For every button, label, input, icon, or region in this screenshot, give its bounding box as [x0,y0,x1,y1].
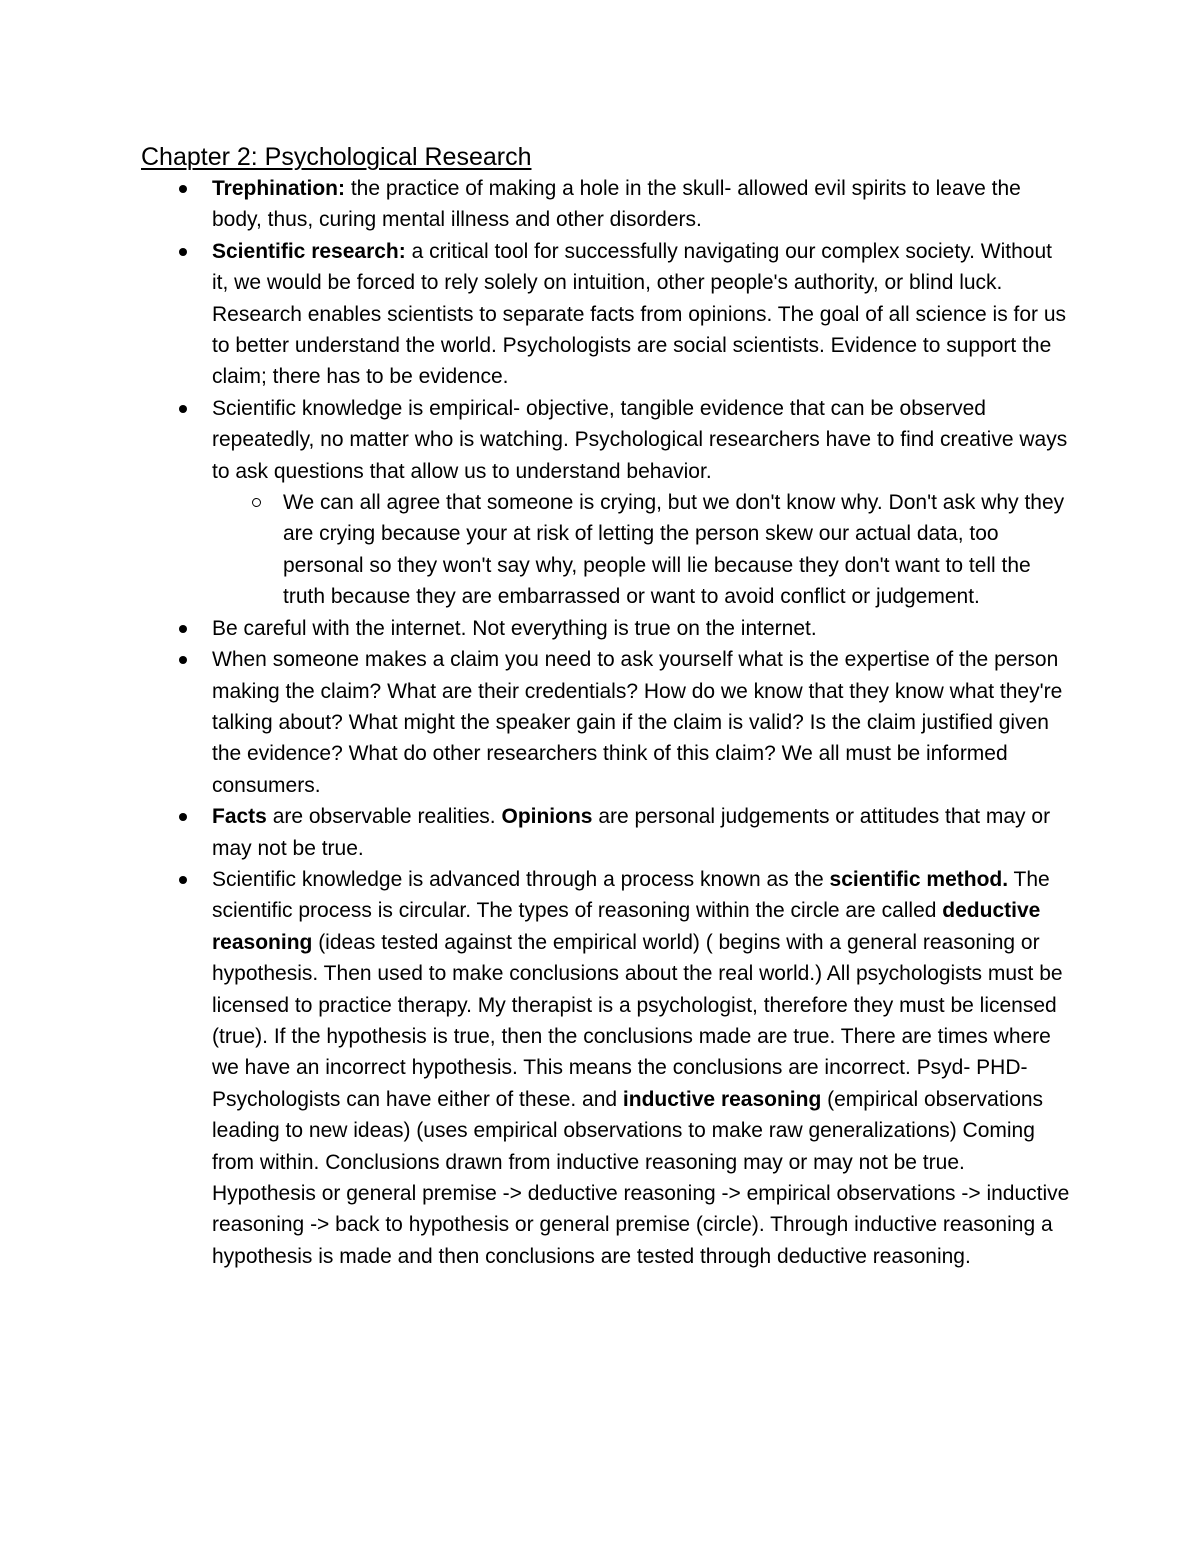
paragraph-text: (ideas tested against the empirical world) ( begins with a general reasoning or hypothesis. Then used to make conclusions about the real world.) All psychologists must be licensed to practice therapy. My therapist is a psychologist, therefore they must be licensed (true). If the hypothesis is true, then the conclusions made are true. There are times where we have an incorrect hypothesis. This means the conclusions are incorrect. Psyd- PHD- Psychologists can have either of these. and [212,930,1063,1111]
list-item-trephination [212,173,1071,236]
term-inductive-reasoning: inductive reasoning [622,1087,822,1111]
paragraph-text: are observable realities. [266,805,502,829]
term-scientific-research: Scientific research: [212,239,406,263]
list-item-internet [212,613,1071,644]
list-item-claims [212,644,1071,801]
paragraph-text: Be careful with the internet. Not everything is true on the internet. [212,616,817,640]
paragraph-text: (empirical observations leading to new ideas) (uses empirical observations to make raw generalizations) Coming from within. Conclusions drawn from inductive reasoning may or may not be true. Hypothesis or general premise -> deductive reasoning -> empirical observations -> inductive reasoning -> back to hypothesis or general premise (circle). Through inductive reasoning a hypothesis is made and then conclusions are tested through deductive reasoning. [212,1087,1070,1268]
list-item-facts-opinions [212,801,1071,864]
paragraph-text: Scientific knowledge is empirical- objective, tangible evidence that can be observed repeatedly, no matter who is watching. Psychological researchers have to find creative ways to ask questions that allow us to understand behavior. [212,396,1068,483]
document-page [141,141,1071,1272]
list-item-scientific-method [212,864,1071,1272]
definition-text: the practice of making a hole in the skull- allowed evil spirits to leave the body, thus, curing mental illness and other disorders. [212,177,1021,232]
list-item-scientific-research [212,236,1071,393]
paragraph-text: Scientific knowledge is advanced through a process known as the [212,867,830,891]
paragraph-text: are personal judgements or attitudes that may or may not be true. [212,805,1051,860]
definition-text: a critical tool for successfully navigating our complex society. Without it, we would be forced to rely solely on intuition, other people's authority, or blind luck. Research enables scientists to separate facts from opinions. The goal of all science is for us to better understand the world. Psychologists are social scientists. Evidence to support the claim; there has to be evidence. [212,239,1067,389]
term-scientific-method: scientific method. [829,867,1009,891]
sub-list-item [283,487,1071,613]
term-facts: Facts [212,805,267,829]
paragraph-text: We can all agree that someone is crying, but we don't know why. Don't ask why they are crying because your at risk of letting the person skew our actual data, too personal so they won't say why, people will lie because they don't want to tell the truth because they are embarrassed or want to avoid conflict or judgement. [283,491,1065,609]
list-item-empirical-knowledge [212,393,1071,613]
bullet-list [141,173,1071,1272]
term-deductive-reasoning: deductive reasoning [212,899,1041,954]
paragraph-text: The scientific process is circular. The types of reasoning within the circle are called [212,867,1050,923]
term-opinions: Opinions [501,805,593,829]
paragraph-text: When someone makes a claim you need to ask yourself what is the expertise of the person making the claim? What are their credentials? How do we know that they know what they're talking about? What might the speaker gain if the claim is valid? Is the claim justified given the evidence? What do other researchers think of this claim? We all must be informed consumers. [212,648,1063,797]
term-trephination: Trephination: [212,177,345,200]
page-title: Chapter 2: Psychological Research [141,143,532,171]
sub-bullet-list [212,487,1071,613]
